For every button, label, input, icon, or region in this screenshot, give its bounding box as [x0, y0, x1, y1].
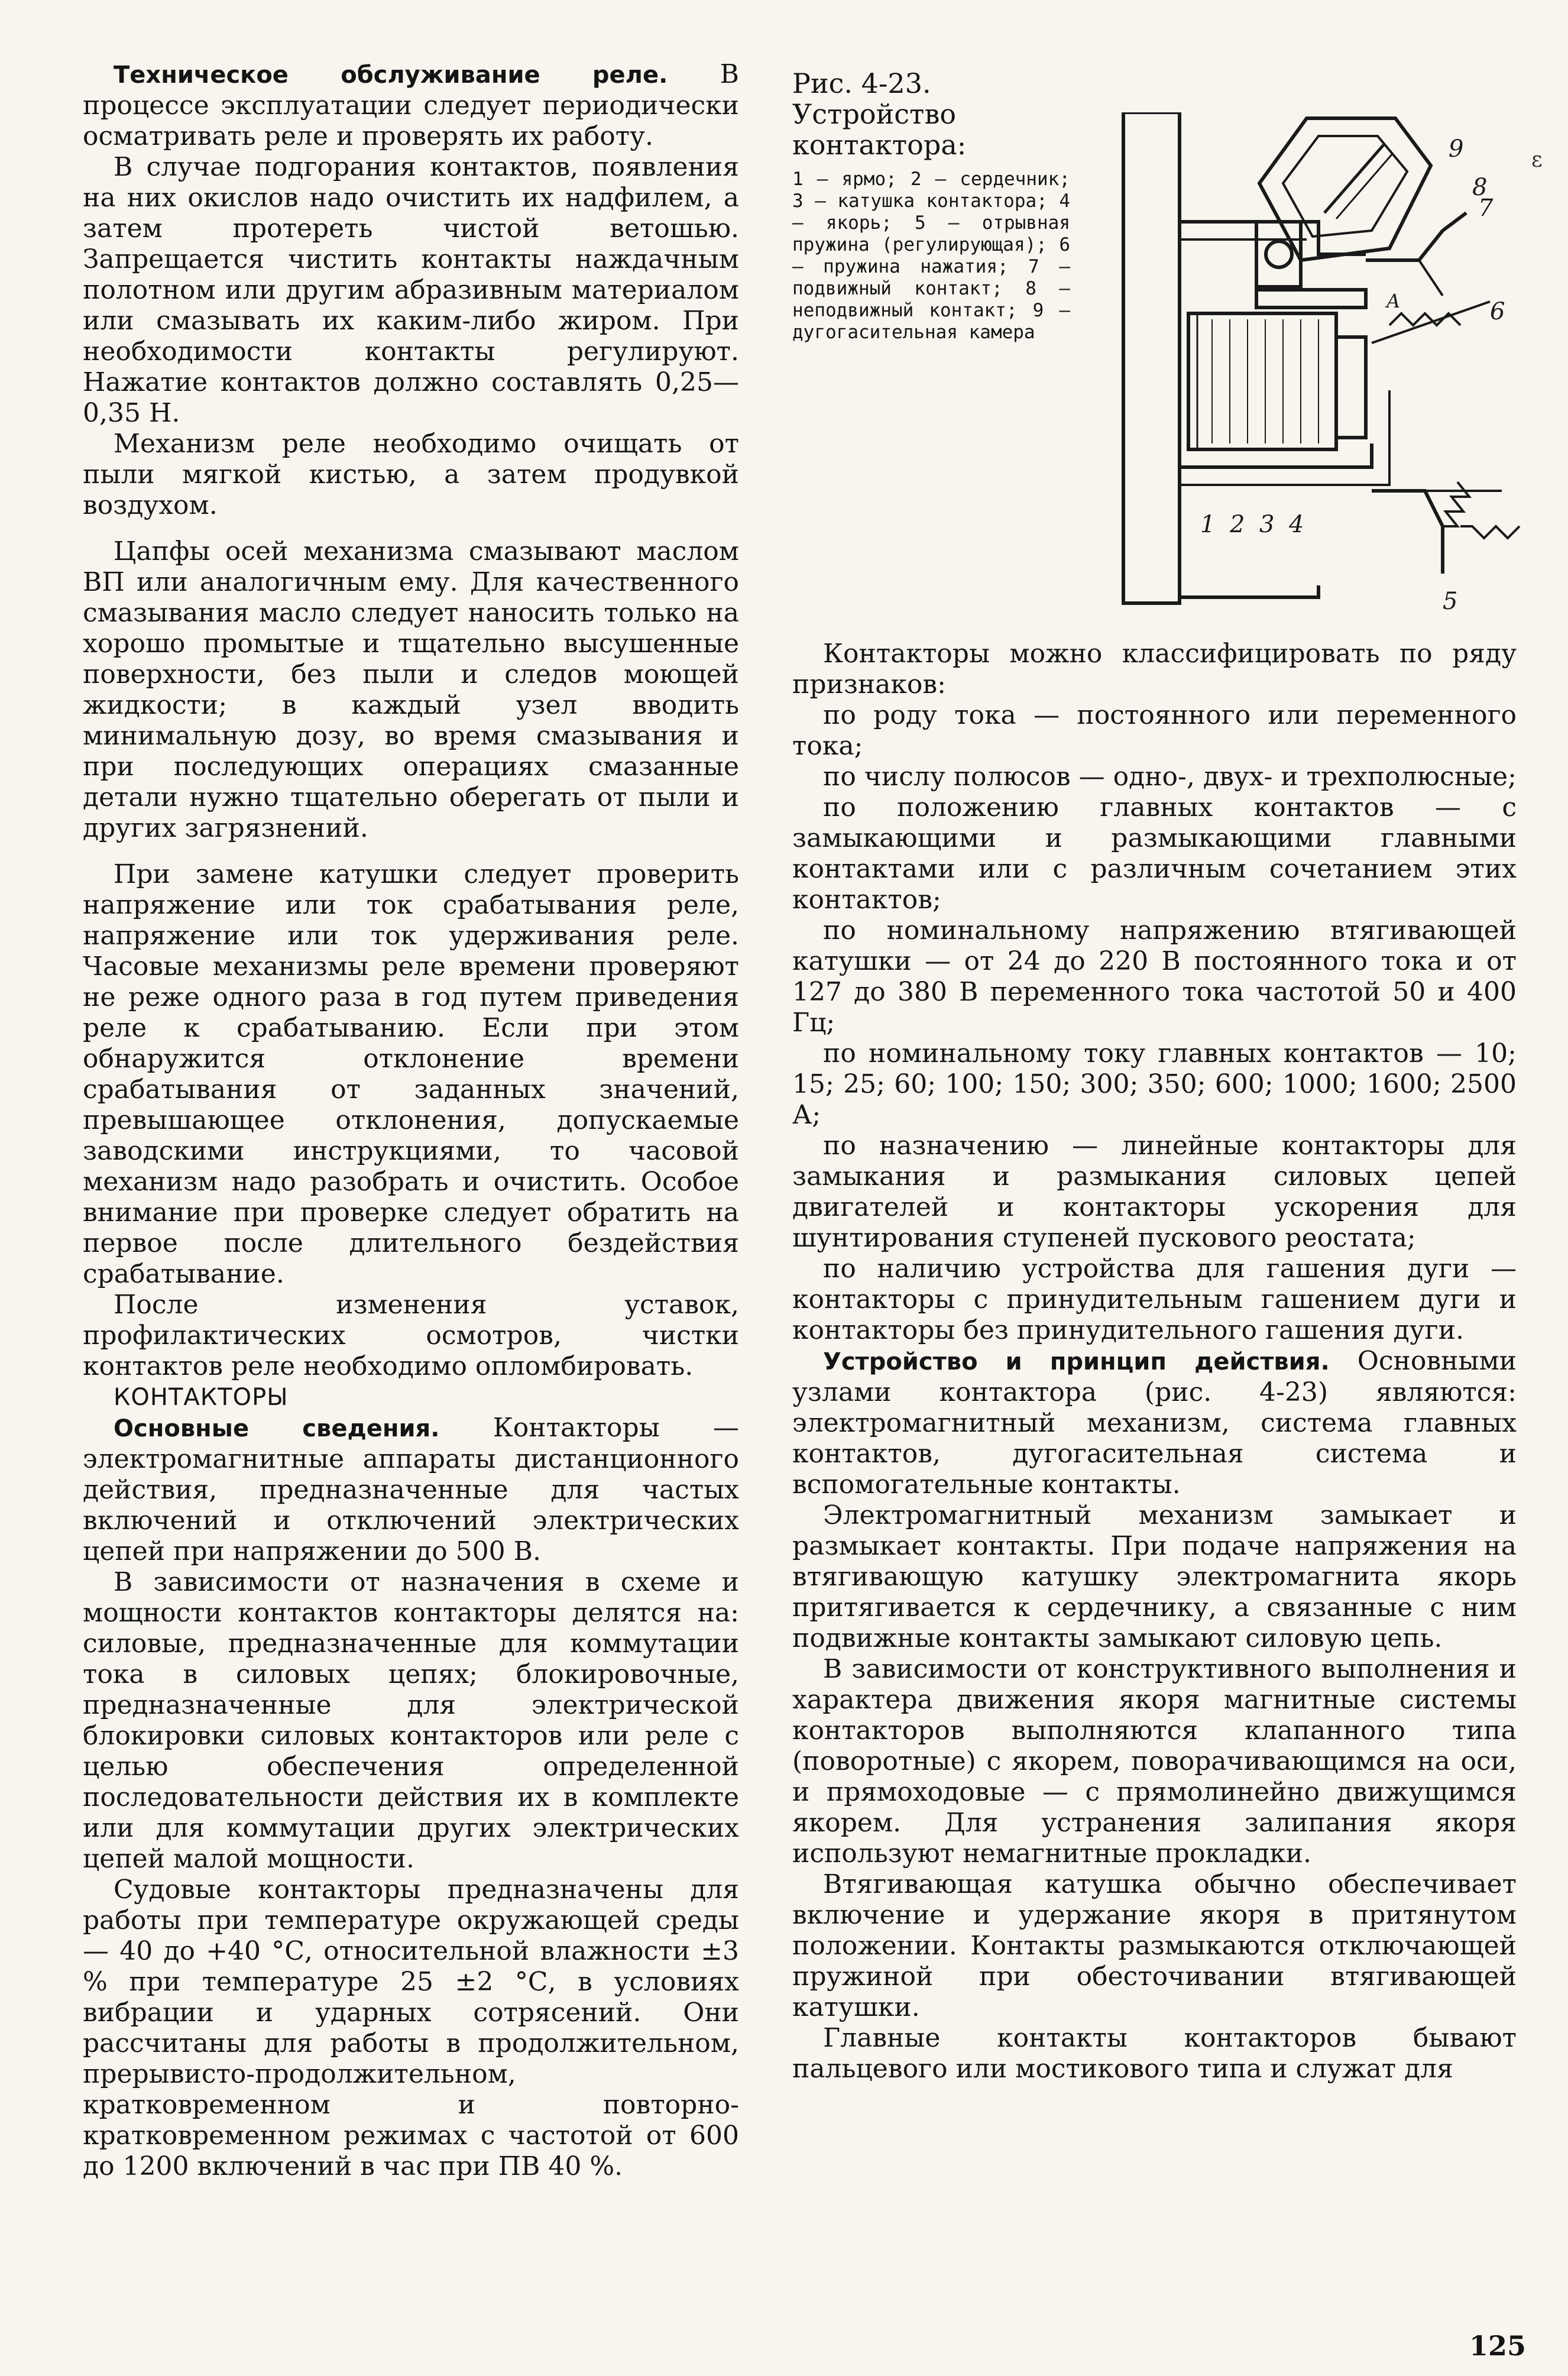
- list-item: по номинальному напряжению втягивающей катушки — от 24 до 220 В постоянного тока и от 127 до 380 В переменного тока частотой 50 и 400 Гц;: [792, 915, 1517, 1038]
- paragraph: В зависимости от назначения в схеме и мощности контактов контакторы делятся на: силовые, предназначенные для коммутации тока в силовых цепях; блокировочные, предназначенные для электрической блокировки силовых контакторов или реле с целью обеспечения определенной последовательности действия их в комплекте или для коммутации других электрических цепей малой мощности.: [83, 1567, 739, 1874]
- paragraph: Главные контакты контакторов бывают пальцевого или мостикового типа и служат для: [792, 2023, 1517, 2084]
- list-item: по наличию устройства для гашения дуги — контакторы с принудительным гашением дуги и контакторы без принудительного гашения дуги.: [792, 1254, 1517, 1345]
- callout-9: 9: [1449, 135, 1464, 163]
- list-item: по числу полюсов — одно-, двух- и трехполюсные;: [823, 762, 1517, 792]
- paragraph: Втягивающая катушка обычно обеспечивает включение и удержание якоря в притянутом положении. Контакты размыкаются отключающей пружиной при обесточивании втягивающей катушки.: [792, 1869, 1517, 2022]
- callout-A: A: [1386, 290, 1401, 312]
- list-item: по номинальному току главных контактов — 10; 15; 25; 60; 100; 150; 300; 350; 600; 1000; 1600; 2500 А;: [792, 1038, 1517, 1130]
- paragraph-classification: Контакторы можно классифицировать по ряду признаков:: [792, 639, 1517, 700]
- callout-6: 6: [1490, 298, 1505, 325]
- run-in-heading: Устройство и принцип действия.: [823, 1348, 1330, 1375]
- lower-bracket: [1372, 491, 1443, 574]
- paragraph-text: Контакторы — электромагнитные аппараты дистанционного действия, предназначенные для частых включений и отключений электрических цепей при напряжении до 500 В.: [83, 1413, 739, 1566]
- list-item: по положению главных контактов — с замыкающими и размыкающими главными контактами или с различным сочетанием этих контактов;: [792, 792, 1517, 915]
- callout-7: 7: [1478, 195, 1494, 222]
- page-number: 125: [1469, 2330, 1527, 2362]
- right-column: [792, 639, 1517, 2084]
- paragraph-design: [792, 1346, 1517, 1500]
- figure-legend: 1 — ярмо; 2 — сердечник; 3 — катушка контактора; 4 — якорь; 5 — отрывная пружина (регулирующая); 6 — пружина нажатия; 7 — подвижный контакт; 8 — неподвижный контакт; 9 — дугогасительная камера: [792, 169, 1070, 343]
- pivot-axle: [1266, 241, 1292, 267]
- figure-caption: [792, 68, 1070, 344]
- callout-2: 2: [1230, 511, 1245, 538]
- coil: [1188, 313, 1336, 449]
- paragraph: Электромагнитный механизм замыкает и размыкает контакты. При подаче напряжения на втягивающую катушку электромагнита якорь притягивается к сердечнику, а связанные с ним подвижные контакты замыкают силовую цепь.: [792, 1500, 1517, 1653]
- figure-title: Рис. 4-23. Устройство контактора:: [792, 67, 967, 161]
- list-item: по роду тока — постоянного или переменного тока;: [792, 700, 1517, 761]
- callout-8: 8: [1472, 174, 1488, 201]
- left-column: [83, 59, 739, 2182]
- armature: [1256, 290, 1366, 307]
- run-in-heading: Основные сведения.: [114, 1415, 440, 1442]
- margin-mark: ε: [1531, 148, 1543, 172]
- paragraph-text: В процессе эксплуатации следует периодически осматривать реле и проверять их работу.: [83, 59, 739, 151]
- paragraph: После изменения уставок, профилактических осмотров, чистки контактов реле необходимо опломбировать.: [83, 1290, 739, 1381]
- paragraph: Механизм реле необходимо очищать от пыли мягкой кистью, а затем продувкой воздухом.: [83, 429, 739, 520]
- paragraph: В зависимости от конструктивного выполнения и характера движения якоря магнитные системы контакторов выполняются клапанного типа (поворотные) с якорем, поворачивающимся на оси, и прямоходовые — с прямолинейно движущимся якорем. Для устранения залипания якоря используют немагнитные прокладки.: [792, 1654, 1517, 1869]
- pivot-block: [1256, 222, 1301, 287]
- callout-5: 5: [1443, 588, 1458, 615]
- release-spring: [1443, 482, 1469, 526]
- paragraph: При замене катушки следует проверить напряжение или ток срабатывания реле, напряжение или ток удерживания реле. Часовые механизмы реле времени проверяют не реже одного раза в год путем приведения реле к срабатыванию. Если при этом обнаружится отклонение времени срабатывания от заданных значений, превышающее отклонения, допускаемые заводскими инструкциями, то часовой механизм надо разобрать и очистить. Особое внимание при проверке следует обратить на первое после длительного бездействия срабатывание.: [83, 859, 739, 1289]
- contactor-diagram: [1112, 112, 1543, 621]
- core: [1336, 337, 1366, 438]
- moving-contact: [1366, 213, 1466, 260]
- section-title: КОНТАКТОРЫ: [114, 1384, 289, 1411]
- paragraph: Цапфы осей механизма смазывают маслом ВП или аналогичным ему. Для качественного смазывания масло следует наносить только на хорошо промытые и тщательно высушенные поверхности, без пыли и следов моющей жидкости; в каждый узел вводить минимальную дозу, во время смазывания и при последующих операциях смазанные детали нужно тщательно оберегать от пыли и других загрязнений.: [83, 536, 739, 843]
- yoke: [1180, 444, 1372, 467]
- list-item: по назначению — линейные контакторы для замыкания и размыкания силовых цепей двигателей и контакторы ускорения для шунтирования ступеней пускового реостата;: [792, 1131, 1517, 1253]
- paragraph: Судовые контакторы предназначены для работы при температуре окружающей среды — 40 до +40 °С, относительной влажности ±3 % при температуре 25 ±2 °С, в условиях вибрации и ударных сотрясений. Они рассчитаны для работы в продолжительном, прерывисто-продолжительном, кратковременном и повторно-кратковременном режимах с частотой от 600 до 1200 включений в час при ПВ 40 %.: [83, 1875, 739, 2181]
- base-plate: [1123, 112, 1180, 603]
- upper-bracket: [1180, 222, 1366, 254]
- callout-3: 3: [1259, 511, 1275, 538]
- paragraph: В случае подгорания контактов, появления на них окислов надо очистить их надфилем, а затем протереть чистой ветошью. Запрещается чистить контакты наждачным полотном или другим абразивным материалом или смазывать их каким-либо жиром. При необходимости контакты регулируют. Нажатие контактов должно составлять 0,25—0,35 Н.: [83, 152, 739, 428]
- paragraph-relay-maintenance: [83, 59, 739, 152]
- callout-1: 1: [1200, 511, 1216, 538]
- paragraph-text: Основными узлами контактора (рис. 4-23) являются: электромагнитный механизм, система главных контактов, дугогасительная система и вспомогательные контакты.: [792, 1346, 1517, 1500]
- paragraph-basics: [83, 1413, 739, 1567]
- run-in-heading: Техническое обслуживание реле.: [114, 61, 668, 89]
- callout-4: 4: [1289, 511, 1304, 538]
